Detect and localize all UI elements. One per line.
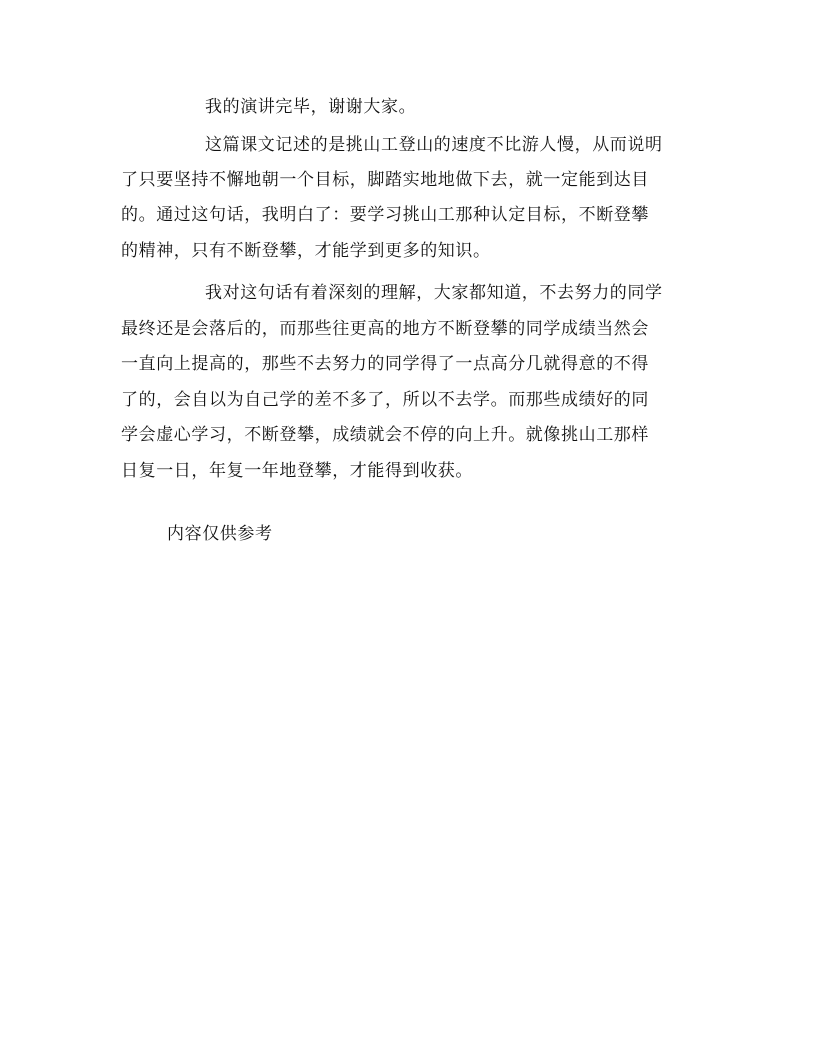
footer-note: 内容仅供参考 (167, 524, 273, 544)
paragraph-1-line-1: 这篇课文记述的是挑山工登山的速度不比游人慢，从而说明 (205, 135, 663, 155)
paragraph-1-line-4: 的精神，只有不断登攀，才能学到更多的知识。 (121, 241, 491, 261)
paragraph-2-line-6: 日复一日，年复一年地登攀，才能得到收获。 (121, 461, 473, 481)
paragraph-2-line-2: 最终还是会落后的，而那些往更高的地方不断登攀的同学成绩当然会 (121, 319, 649, 339)
closing-line: 我的演讲完毕，谢谢大家。 (205, 97, 417, 117)
paragraph-1-line-2: 了只要坚持不懈地朝一个目标，脚踏实地地做下去，就一定能到达目 (121, 170, 649, 190)
paragraph-2-line-3: 一直向上提高的，那些不去努力的同学得了一点高分几就得意的不得 (121, 354, 649, 374)
paragraph-2-line-1: 我对这句话有着深刻的理解，大家都知道，不去努力的同学 (205, 283, 663, 303)
paragraph-2-line-5: 学会虚心学习，不断登攀，成绩就会不停的向上升。就像挑山工那样 (121, 425, 649, 445)
paragraph-1-line-3: 的。通过这句话，我明白了：要学习挑山工那种认定目标，不断登攀 (121, 205, 649, 225)
paragraph-2-line-4: 了的，会自以为自己学的差不多了，所以不去学。而那些成绩好的同 (121, 390, 649, 410)
